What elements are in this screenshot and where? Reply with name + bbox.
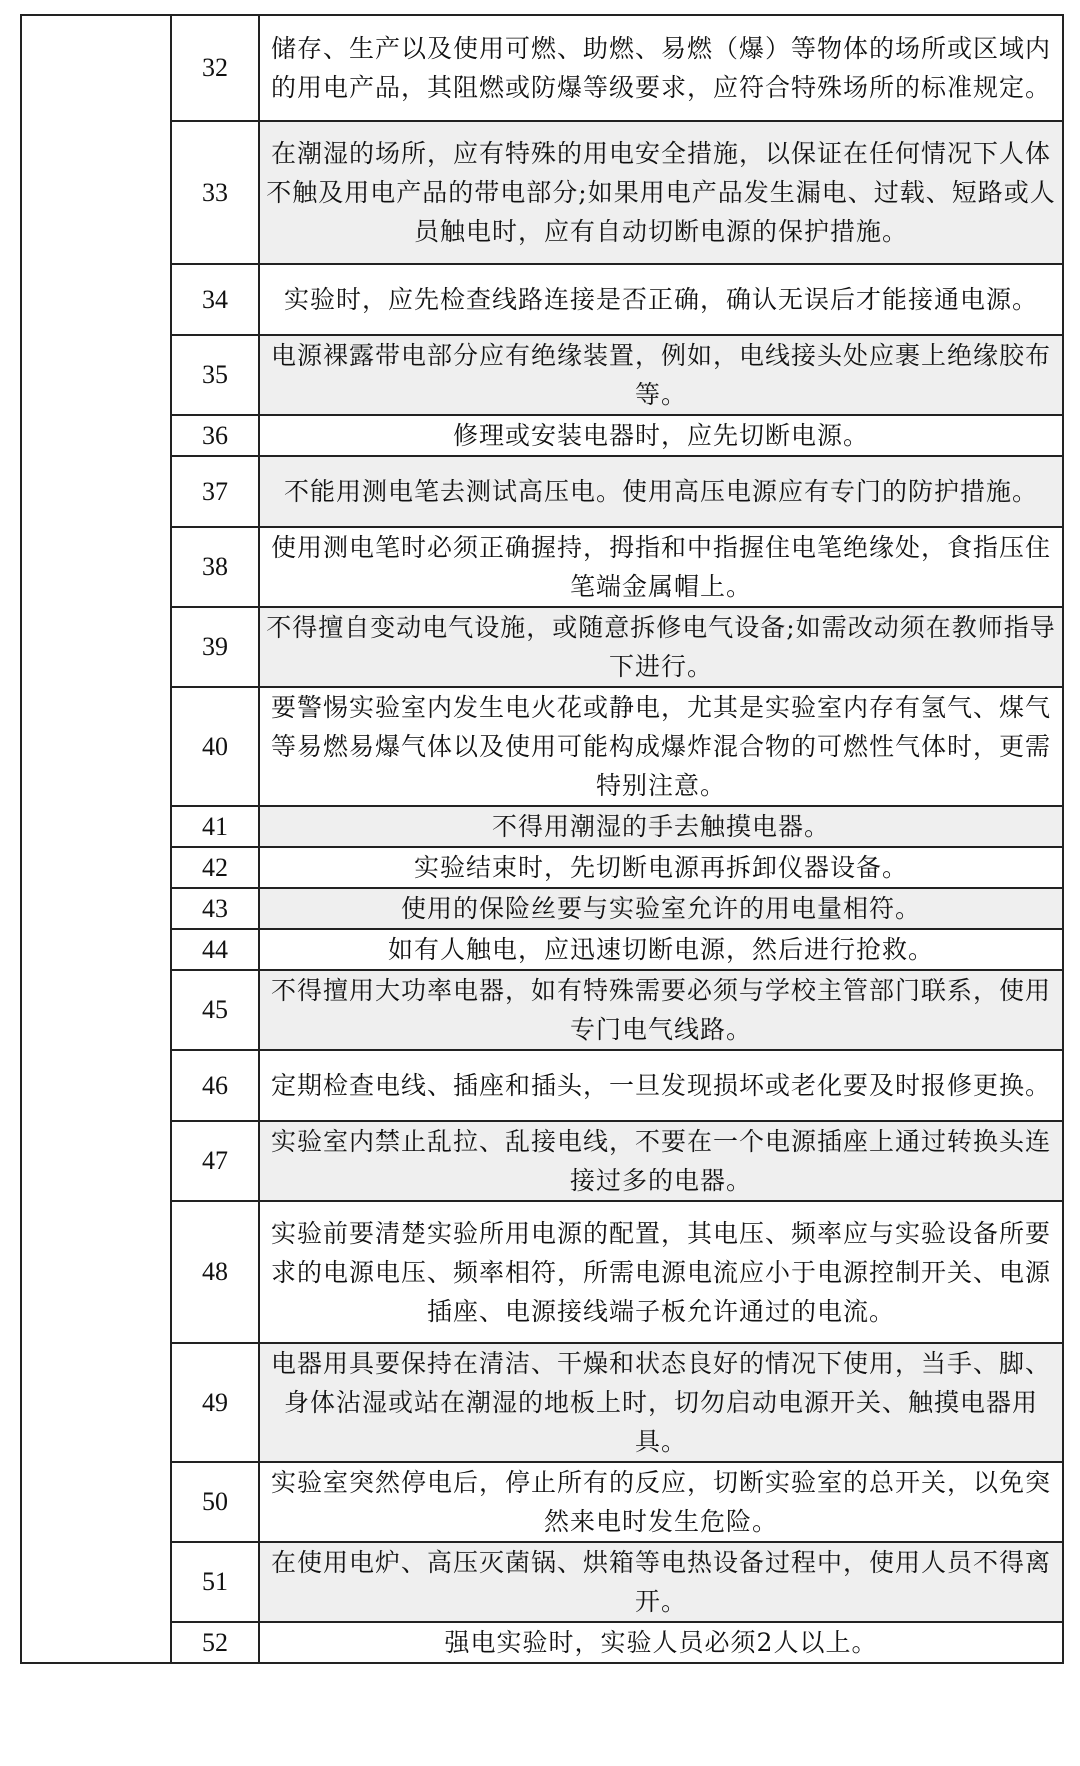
table-row bbox=[21, 1343, 1063, 1462]
table-row bbox=[21, 527, 1063, 607]
rule-text: 使用的保险丝要与实验室允许的用电量相符。 bbox=[259, 888, 1063, 929]
row-number: 50 bbox=[171, 1462, 259, 1542]
row-number: 42 bbox=[171, 847, 259, 888]
rule-text: 不得擅用大功率电器，如有特殊需要必须与学校主管部门联系，使用专门电气线路。 bbox=[259, 970, 1063, 1050]
table-row bbox=[21, 847, 1063, 888]
rule-text: 实验前要清楚实验所用电源的配置，其电压、频率应与实验设备所要求的电源电压、频率相符，所需电源电流应小于电源控制开关、电源插座、电源接线端子板允许通过的电流。 bbox=[259, 1201, 1063, 1343]
table-row bbox=[21, 335, 1063, 415]
table-row bbox=[21, 415, 1063, 456]
rule-text: 使用测电笔时必须正确握持，拇指和中指握住电笔绝缘处，食指压住笔端金属帽上。 bbox=[259, 527, 1063, 607]
table-row bbox=[21, 121, 1063, 264]
row-number: 36 bbox=[171, 415, 259, 456]
rule-text: 不得用潮湿的手去触摸电器。 bbox=[259, 806, 1063, 847]
row-number: 41 bbox=[171, 806, 259, 847]
rule-text: 实验时，应先检查线路连接是否正确，确认无误后才能接通电源。 bbox=[259, 264, 1063, 335]
table-row bbox=[21, 1542, 1063, 1622]
table-row bbox=[21, 1121, 1063, 1201]
row-number: 46 bbox=[171, 1050, 259, 1121]
rule-text: 强电实验时，实验人员必须2人以上。 bbox=[259, 1622, 1063, 1663]
rule-text: 如有人触电，应迅速切断电源，然后进行抢救。 bbox=[259, 929, 1063, 970]
rule-text: 储存、生产以及使用可燃、助燃、易燃（爆）等物体的场所或区域内的用电产品，其阻燃或防爆等级要求，应符合特殊场所的标准规定。 bbox=[259, 15, 1063, 121]
row-number: 45 bbox=[171, 970, 259, 1050]
rule-text: 实验室内禁止乱拉、乱接电线，不要在一个电源插座上通过转换头连接过多的电器。 bbox=[259, 1121, 1063, 1201]
row-number: 47 bbox=[171, 1121, 259, 1201]
table-row bbox=[21, 929, 1063, 970]
table-row bbox=[21, 806, 1063, 847]
rule-text: 不得擅自变动电气设施，或随意拆修电气设备;如需改动须在教师指导下进行。 bbox=[259, 607, 1063, 687]
table-row bbox=[21, 456, 1063, 527]
rule-text: 在潮湿的场所，应有特殊的用电安全措施，以保证在任何情况下人体不触及用电产品的带电部分;如果用电产品发生漏电、过载、短路或人员触电时，应有自动切断电源的保护措施。 bbox=[259, 121, 1063, 264]
table-row bbox=[21, 15, 1063, 121]
rule-text: 实验室突然停电后，停止所有的反应，切断实验室的总开关，以免突然来电时发生危险。 bbox=[259, 1462, 1063, 1542]
row-number: 39 bbox=[171, 607, 259, 687]
table-row bbox=[21, 264, 1063, 335]
rule-text: 电源裸露带电部分应有绝缘装置，例如，电线接头处应裹上绝缘胶布等。 bbox=[259, 335, 1063, 415]
rule-text: 修理或安装电器时，应先切断电源。 bbox=[259, 415, 1063, 456]
table-row bbox=[21, 687, 1063, 806]
row-number: 51 bbox=[171, 1542, 259, 1622]
row-number: 33 bbox=[171, 121, 259, 264]
table-row bbox=[21, 1462, 1063, 1542]
rule-text: 在使用电炉、高压灭菌锅、烘箱等电热设备过程中，使用人员不得离开。 bbox=[259, 1542, 1063, 1622]
row-number: 49 bbox=[171, 1343, 259, 1462]
rule-text: 定期检查电线、插座和插头，一旦发现损坏或老化要及时报修更换。 bbox=[259, 1050, 1063, 1121]
row-number: 32 bbox=[171, 15, 259, 121]
electrical-safety-table bbox=[20, 14, 1064, 1664]
table-row bbox=[21, 1050, 1063, 1121]
rule-text: 实验结束时，先切断电源再拆卸仪器设备。 bbox=[259, 847, 1063, 888]
row-number: 52 bbox=[171, 1622, 259, 1663]
rule-text: 不能用测电笔去测试高压电。使用高压电源应有专门的防护措施。 bbox=[259, 456, 1063, 527]
category-cell bbox=[21, 15, 171, 1663]
row-number: 38 bbox=[171, 527, 259, 607]
row-number: 34 bbox=[171, 264, 259, 335]
rule-text: 要警惕实验室内发生电火花或静电，尤其是实验室内存有氢气、煤气等易燃易爆气体以及使用可能构成爆炸混合物的可燃性气体时，更需特别注意。 bbox=[259, 687, 1063, 806]
row-number: 35 bbox=[171, 335, 259, 415]
rule-text: 电器用具要保持在清洁、干燥和状态良好的情况下使用，当手、脚、身体沾湿或站在潮湿的地板上时，切勿启动电源开关、触摸电器用具。 bbox=[259, 1343, 1063, 1462]
table-row bbox=[21, 970, 1063, 1050]
table-row bbox=[21, 607, 1063, 687]
row-number: 48 bbox=[171, 1201, 259, 1343]
table-row bbox=[21, 1201, 1063, 1343]
table-row bbox=[21, 1622, 1063, 1663]
safety-rules-sheet bbox=[20, 14, 1064, 1664]
table-row bbox=[21, 888, 1063, 929]
row-number: 37 bbox=[171, 456, 259, 527]
row-number: 44 bbox=[171, 929, 259, 970]
row-number: 43 bbox=[171, 888, 259, 929]
row-number: 40 bbox=[171, 687, 259, 806]
